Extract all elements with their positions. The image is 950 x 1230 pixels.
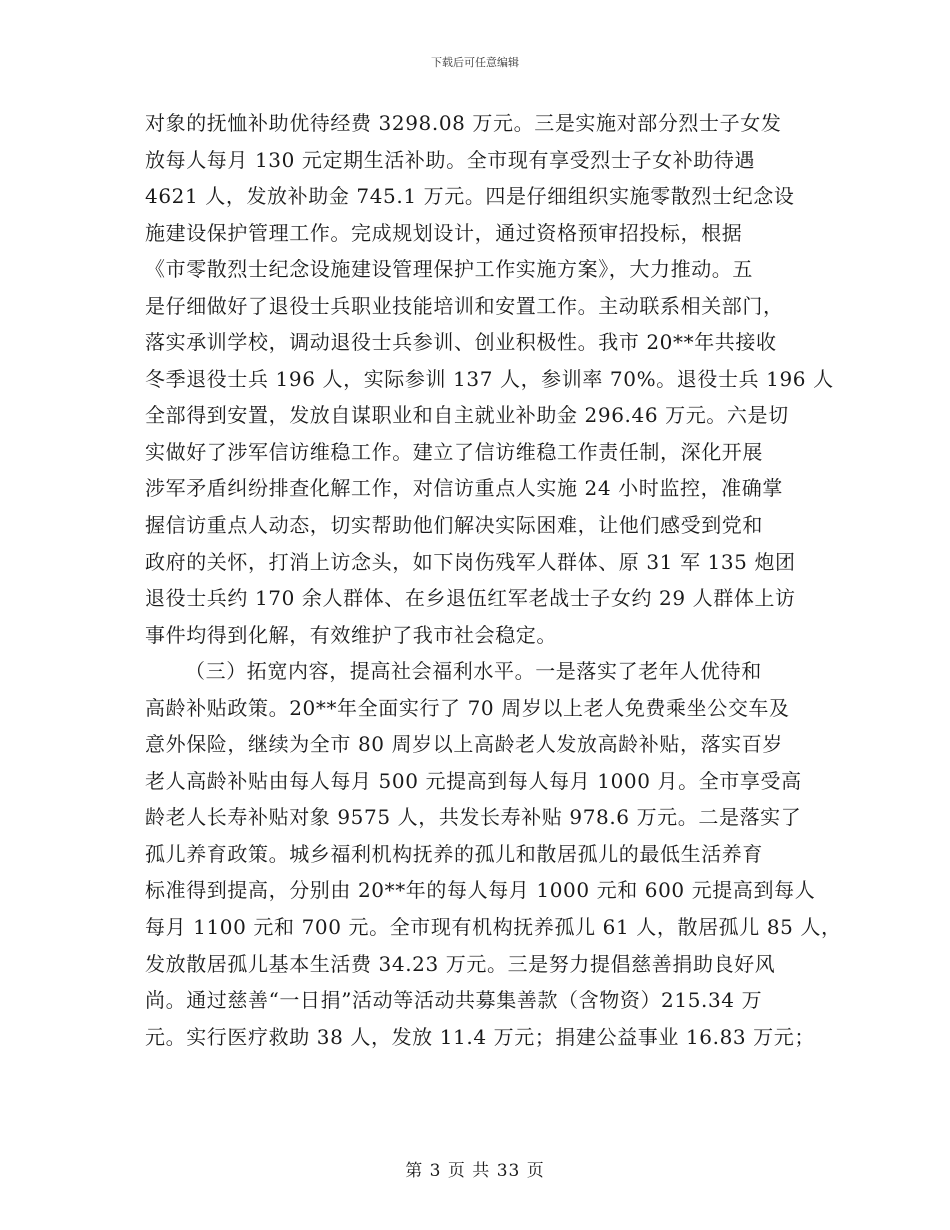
text-line: 4621 人，发放补助金 745.1 万元。四是仔细组织实施零散烈士纪念设 (145, 184, 795, 209)
text-line: 元。实行医疗救助 38 人，发放 11.4 万元；捐建公益事业 16.83 万元； (145, 1024, 815, 1049)
text-line: 退役士兵约 170 余人群体、在乡退伍红军老战士子女约 29 人群体上访 (145, 586, 796, 611)
page-number: 第 3 页 共 33 页 (405, 1161, 545, 1181)
text-line: 全部得到安置，发放自谋职业和自主就业补助金 296.46 万元。六是切 (145, 403, 789, 428)
text-line: 发放散居孤儿基本生活费 34.23 万元。三是努力提倡慈善捐助良好风 (145, 951, 776, 976)
page-header-note: 下载后可任意编辑 (431, 56, 519, 69)
text-line: 对象的抚恤补助优待经费 3298.08 万元。三是实施对部分烈士子女发 (145, 111, 782, 135)
text-line: 握信访重点人动态，切实帮助他们解决实际困难，让他们感受到党和 (145, 513, 763, 538)
text-line: 标准得到提高，分别由 20**年的每人每月 1000 元和 600 元提高到每人 (145, 878, 816, 903)
text-line: 《市零散烈士纪念设施建设管理保护工作实施方案》，大力推动。五 (145, 257, 753, 282)
text-line: 孤儿养育政策。城乡福利机构抚养的孤儿和散居孤儿的最低生活养育 (145, 841, 763, 866)
text-line: 政府的关怀，打消上访念头，如下岗伤残军人群体、原 31 军 135 炮团 (145, 549, 796, 574)
text-line: 老人高龄补贴由每人每月 500 元提高到每人每月 1000 月。全市享受高 (145, 768, 802, 793)
text-line: 落实承训学校，调动退役士兵参训、创业积极性。我市 20**年共接收 (145, 330, 777, 355)
text-line: 龄老人长寿补贴对象 9575 人，共发长寿补贴 978.6 万元。二是落实了 (145, 805, 802, 830)
text-line: 高龄补贴政策。20**年全面实行了 70 周岁以上老人免费乘坐公交车及 (145, 695, 790, 720)
text-line: 是仔细做好了退役士兵职业技能培训和安置工作。主动联系相关部门， (145, 293, 784, 318)
text-line: 尚。通过慈善“一日捐”活动等活动共募集善款（含物资）215.34 万 (145, 988, 763, 1013)
text-line: 每月 1100 元和 700 元。全市现有机构抚养孤儿 61 人，散居孤儿 85 人， (145, 915, 842, 940)
text-line: 涉军矛盾纠纷排查化解工作，对信访重点人实施 24 小时监控，准确掌 (145, 476, 783, 501)
text-line: 冬季退役士兵 196 人，实际参训 137 人，参训率 70%。退役士兵 196 人 (145, 366, 834, 391)
document-body (145, 105, 842, 1055)
text-line: 施建设保护管理工作。完成规划设计，通过资格预审招投标，根据 (145, 220, 743, 245)
text-line: 事件均得到化解，有效维护了我市社会稳定。 (145, 622, 557, 647)
paragraph-start-line: （三）拓宽内容，提高社会福利水平。一是落实了老年人优待和 (185, 659, 762, 684)
text-line: 放每人每月 130 元定期生活补助。全市现有享受烈士子女补助待遇 (145, 147, 756, 172)
text-line: 实做好了涉军信访维稳工作。建立了信访维稳工作责任制，深化开展 (145, 439, 763, 464)
text-line: 意外保险，继续为全市 80 周岁以上高龄老人发放高龄补贴，落实百岁 (145, 732, 783, 757)
